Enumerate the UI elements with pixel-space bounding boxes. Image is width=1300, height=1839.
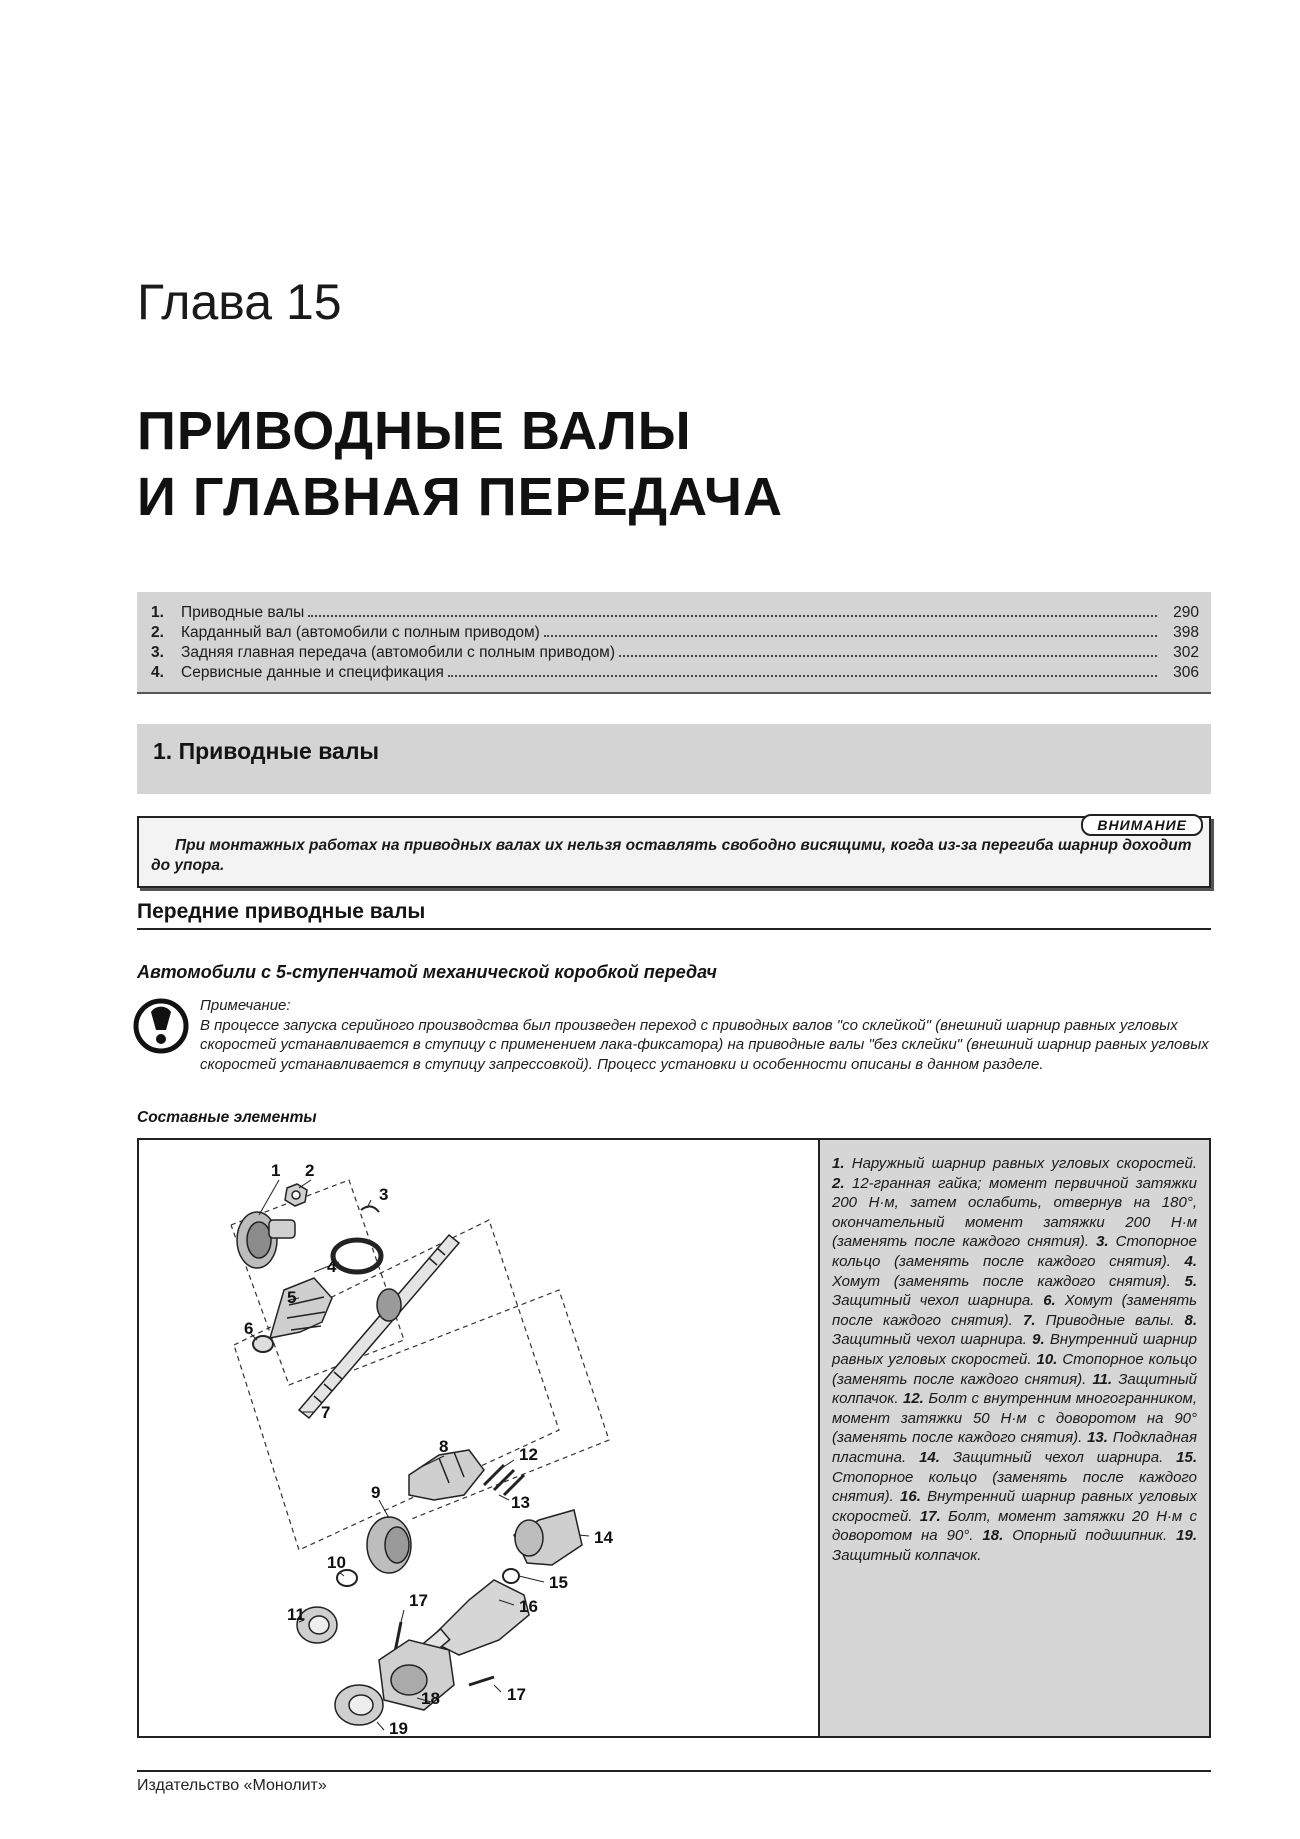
callout-label: 11 xyxy=(287,1605,305,1624)
circlip-15 xyxy=(503,1569,519,1583)
legend-text: 1. Наружный шарнир равных угловых скоростей. 2. 12-гранная гайка; момент первичной затяжки 200 Н·м, затем ослабить, отвернув на 180°, окончательный момент затяжки 200 Н·м (заменять после каждого снятия). 3. Стопорное кольцо (заменять после каждого снятия). 4. Хомут (заменять после каждого снятия). 5. Защитный чехол шарнира. 6. Хомут (заменять после каждого снятия). 7. Приводные валы. 8. Защитный чехол шарнира. 9. Внутренний шарнир равных угловых скоростей. 10. Стопорное кольцо (заменять после каждого снятия). 11. Защитный колпачок. 12. Болт с внутренним многогранником, момент затяжки 50 Н·м с доворотом на 90° (заменять после каждого снятия). 13. Подкладная пластина. 14. Защитный чехол шарнира. 15. Стопорное кольцо (заменять после каждого снятия). 16. Внутренний шарнир равных угловых скоростей. 17. Болт, момент затяжки 20 Н·м с доворотом на 90°. 18. Опорный подшипник. 19. Защитный колпачок. xyxy=(832,1155,1198,1564)
protective-cap-19 xyxy=(335,1685,383,1725)
toc-item[interactable] xyxy=(151,643,1199,663)
outer-joint-boot xyxy=(270,1278,332,1338)
callout-label: 14 xyxy=(594,1528,613,1547)
hex-nut xyxy=(285,1184,307,1206)
toc-dot-leader xyxy=(544,635,1157,637)
toc-item-number: 4. xyxy=(151,664,164,681)
toc-item[interactable] xyxy=(151,603,1199,623)
attention-box xyxy=(137,816,1211,888)
callout-label: 7 xyxy=(321,1403,331,1422)
section-header xyxy=(137,724,1211,794)
circlip xyxy=(361,1206,379,1212)
chapter-title xyxy=(137,398,783,530)
callout-label: 1 xyxy=(271,1161,281,1180)
chapter-title-line-1: ПРИВОДНЫЕ ВАЛЫ xyxy=(137,401,692,461)
chapter-title-line-2: И ГЛАВНАЯ ПЕРЕДАЧА xyxy=(137,467,783,527)
toc-item-number: 3. xyxy=(151,644,164,661)
callout-label: 17 xyxy=(507,1685,526,1704)
toc-item[interactable] xyxy=(151,623,1199,643)
figure-legend xyxy=(820,1140,1209,1736)
toc-item-number: 1. xyxy=(151,604,164,621)
publisher-footer: Издательство «Монолит» xyxy=(137,1777,327,1794)
attention-badge: ВНИМАНИЕ xyxy=(1081,814,1203,836)
outer-cv-joint xyxy=(237,1212,295,1268)
exclamation-icon xyxy=(133,998,189,1054)
callout-label: 16 xyxy=(519,1597,538,1616)
inner-joint-boot xyxy=(409,1450,484,1500)
toc-item-title: Карданный вал (автомобили с полным приводом) xyxy=(181,624,540,641)
callout-label: 15 xyxy=(549,1573,568,1592)
callout-label: 9 xyxy=(371,1483,381,1502)
callout-label: 13 xyxy=(511,1493,530,1512)
callout-label: 8 xyxy=(439,1437,449,1456)
note-body: В процессе запуска серийного производства был произведен переход с приводных валов "со склейкой" (внешний шарнир равных угловых скоростей устанавливается в ступицу с применением лака-фиксатора) на приводные валы "без склейки" (внешний шарнир равных угловых скоростей устанавливается в ступицу запрессовкой). Процесс установки и особенности описаны в данном разделе. xyxy=(200,1016,1209,1073)
toc-dot-leader xyxy=(448,675,1157,677)
toc-item-page: 290 xyxy=(1173,604,1199,621)
group-outline-inner-joint xyxy=(354,1290,609,1520)
boot-14 xyxy=(514,1510,582,1565)
toc-item-number: 2. xyxy=(151,624,164,641)
callout-label: 12 xyxy=(519,1445,538,1464)
toc-dot-leader xyxy=(308,615,1157,617)
exploded-view-diagram xyxy=(139,1140,818,1736)
toc-item-title: Сервисные данные и спецификация xyxy=(181,664,444,681)
attention-text: При монтажных работах на приводных валах их нельзя оставлять свободно висящими, когда из-за перегиба шарнир доходит до упора. xyxy=(151,837,1192,874)
toc-item-title: Задняя главная передача (автомобили с полным приводом) xyxy=(181,644,615,661)
callout-label: 17 xyxy=(409,1591,428,1610)
section-title: 1. Приводные валы xyxy=(153,738,380,764)
callout-label: 2 xyxy=(305,1161,315,1180)
callout-label: 4 xyxy=(327,1257,337,1276)
note-label: Примечание: xyxy=(200,997,291,1014)
callout-label: 18 xyxy=(421,1689,440,1708)
toc-item-title: Приводные валы xyxy=(181,604,305,621)
toc-dot-leader xyxy=(619,655,1157,657)
toc-item-page: 398 xyxy=(1173,624,1199,641)
callout-label: 19 xyxy=(389,1719,408,1736)
inner-cv-joint-9 xyxy=(367,1517,411,1573)
note xyxy=(200,996,1212,1074)
toc-item[interactable] xyxy=(151,663,1199,683)
subsection-title: Автомобили с 5-ступенчатой механической коробкой передач xyxy=(137,962,717,982)
callout-label: 10 xyxy=(327,1553,346,1572)
components-label: Составные элементы xyxy=(137,1109,317,1126)
bolt-17-lower xyxy=(469,1677,494,1685)
callout-label: 3 xyxy=(379,1185,389,1204)
toc-item-page: 302 xyxy=(1173,644,1199,661)
toc-item-page: 306 xyxy=(1173,664,1199,681)
bolts-12 xyxy=(484,1465,524,1495)
inner-cv-joint-16 xyxy=(422,1580,529,1655)
chapter-label: Глава 15 xyxy=(137,274,342,330)
table-of-contents xyxy=(137,592,1211,694)
footer-rule xyxy=(137,1770,1211,1772)
clamp-large xyxy=(333,1240,381,1272)
front-shafts-heading xyxy=(137,898,1211,930)
front-shafts-title: Передние приводные валы xyxy=(137,900,426,923)
callout-label: 5 xyxy=(287,1288,297,1307)
callout-label: 6 xyxy=(244,1319,254,1338)
support-bearing-18 xyxy=(379,1640,454,1710)
